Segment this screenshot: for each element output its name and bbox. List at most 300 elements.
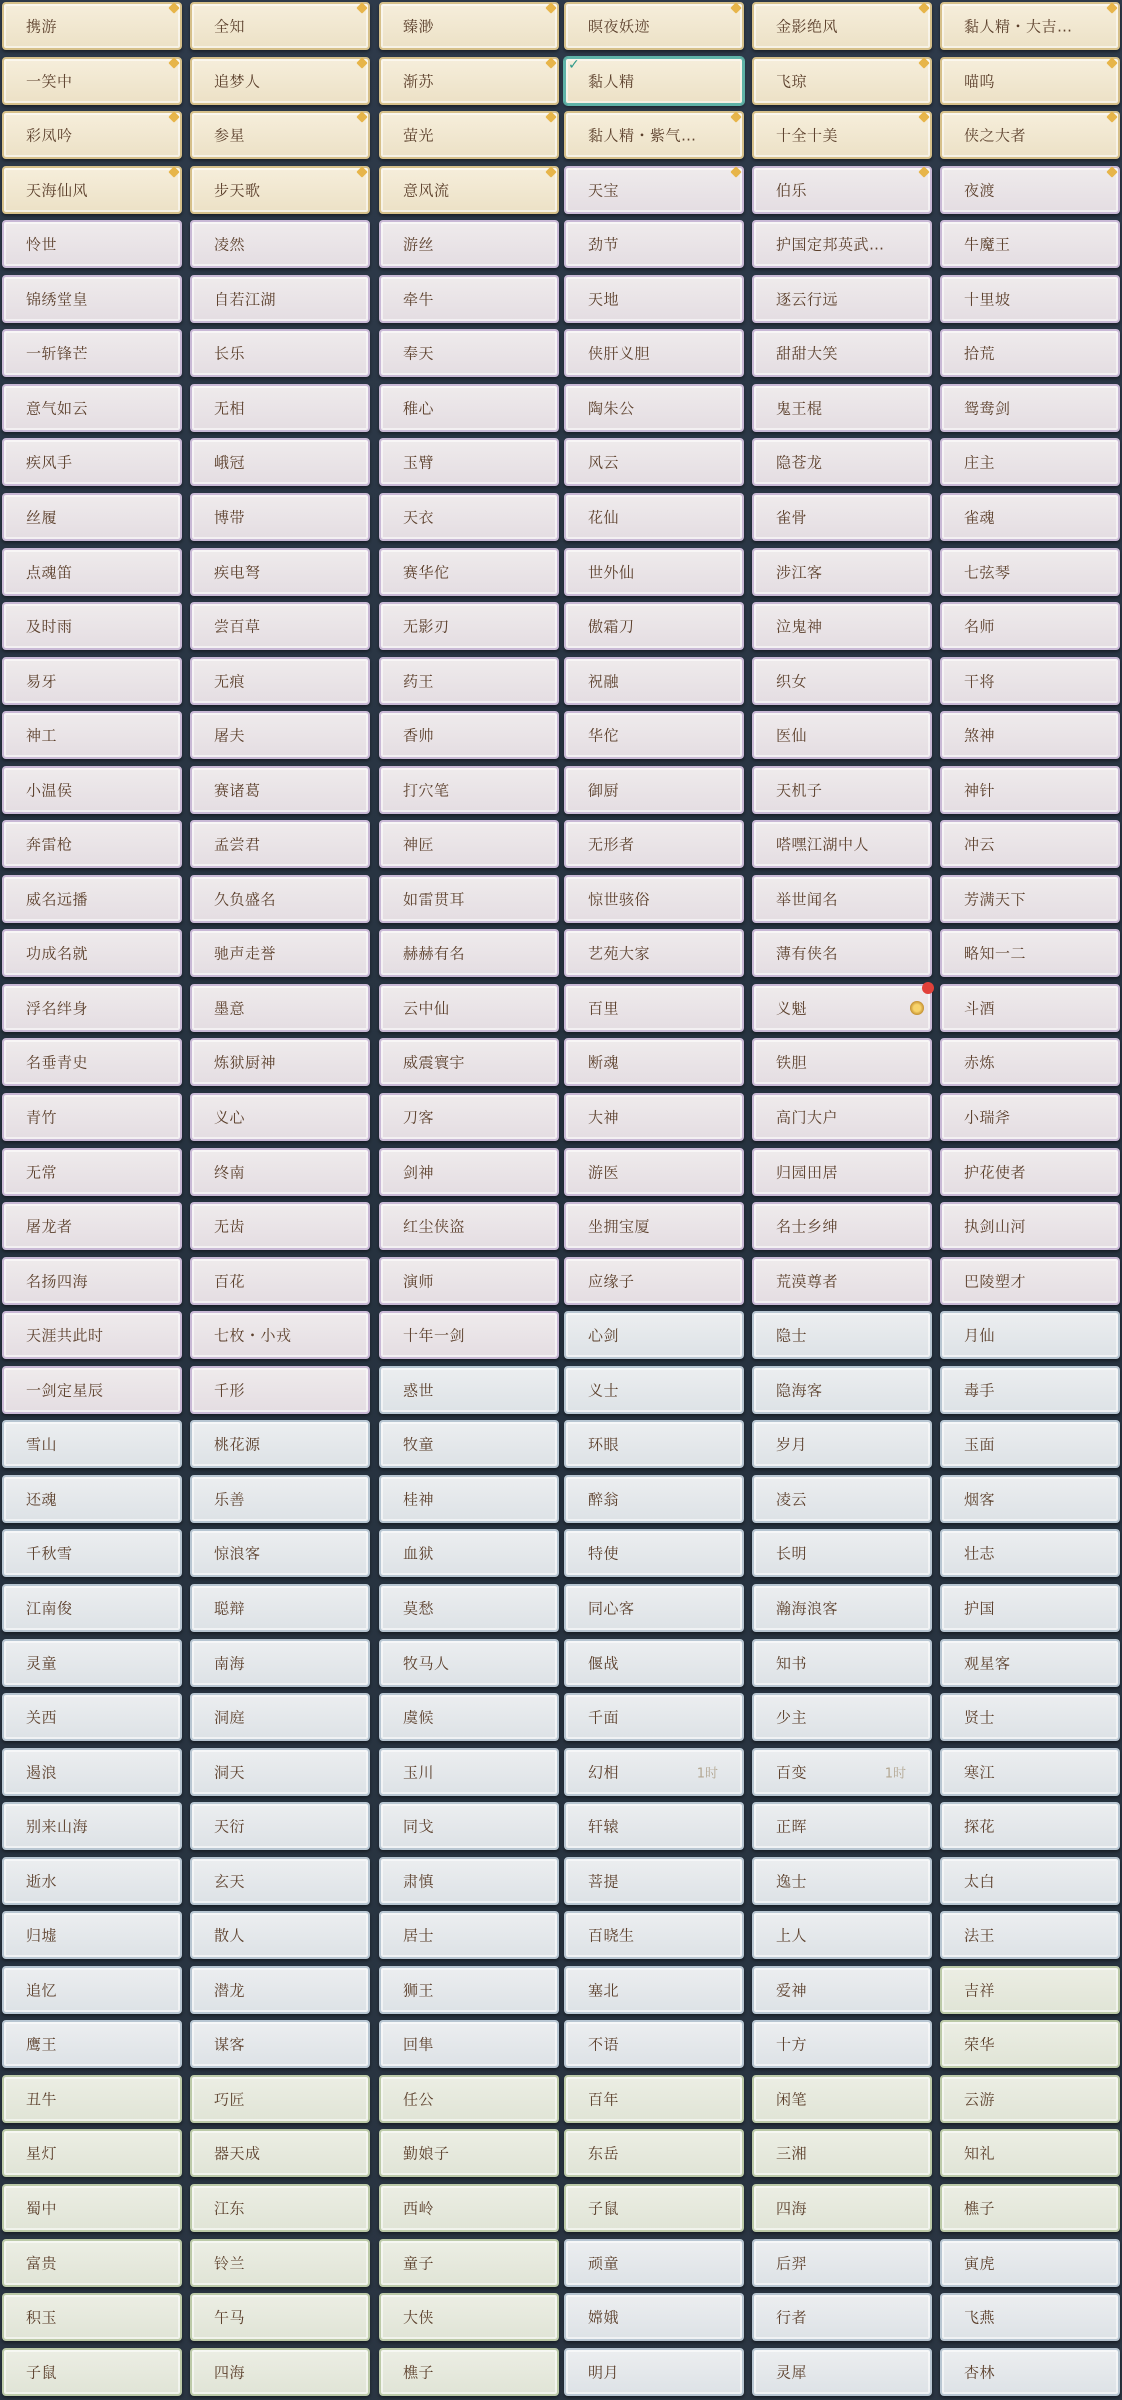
- title-label: 游丝: [403, 235, 435, 254]
- title-tile[interactable]: [190, 548, 370, 596]
- title-tile[interactable]: [564, 1475, 744, 1523]
- title-tile[interactable]: [752, 1366, 932, 1414]
- title-tile[interactable]: [564, 220, 744, 268]
- new-badge-icon: [356, 2, 367, 13]
- title-tile[interactable]: [2, 766, 182, 814]
- title-tile[interactable]: [752, 329, 932, 377]
- title-tile[interactable]: [564, 820, 744, 868]
- title-tile[interactable]: [2, 2129, 182, 2177]
- title-tile[interactable]: [752, 602, 932, 650]
- title-tile[interactable]: [752, 929, 932, 977]
- title-tile[interactable]: [2, 1529, 182, 1577]
- title-tile[interactable]: [379, 1038, 559, 1086]
- title-tile[interactable]: [564, 2239, 744, 2287]
- title-tile[interactable]: [379, 57, 559, 105]
- title-tile[interactable]: [752, 1420, 932, 1468]
- title-tile[interactable]: [190, 1257, 370, 1305]
- title-tile[interactable]: [752, 493, 932, 541]
- title-tile[interactable]: [564, 2020, 744, 2068]
- title-tile[interactable]: [2, 820, 182, 868]
- title-tile[interactable]: [752, 1802, 932, 1850]
- title-tile[interactable]: [190, 329, 370, 377]
- title-tile[interactable]: [379, 820, 559, 868]
- title-label: 追忆: [26, 1981, 58, 2000]
- title-tile[interactable]: [379, 1420, 559, 1468]
- title-tile[interactable]: [564, 1693, 744, 1741]
- title-tile[interactable]: [940, 1693, 1120, 1741]
- title-tile[interactable]: [190, 2075, 370, 2123]
- title-tile[interactable]: [379, 2239, 559, 2287]
- title-tile[interactable]: [190, 875, 370, 923]
- title-tile[interactable]: [752, 2184, 932, 2232]
- title-tile[interactable]: [564, 1639, 744, 1687]
- title-tile[interactable]: [940, 1639, 1120, 1687]
- title-tile[interactable]: [190, 166, 370, 214]
- title-tile[interactable]: [2, 1802, 182, 1850]
- title-label: 三湘: [776, 2144, 808, 2163]
- title-tile[interactable]: [2, 1202, 182, 1250]
- title-tile[interactable]: [564, 111, 744, 159]
- title-tile[interactable]: [190, 2348, 370, 2396]
- title-tile[interactable]: [564, 711, 744, 759]
- title-tile[interactable]: [190, 602, 370, 650]
- title-tile[interactable]: [2, 2348, 182, 2396]
- title-tile[interactable]: [752, 2020, 932, 2068]
- title-tile[interactable]: [379, 166, 559, 214]
- title-tile[interactable]: [379, 1966, 559, 2014]
- title-tile[interactable]: [752, 1148, 932, 1196]
- title-label: 断魂: [588, 1053, 620, 1072]
- title-tile[interactable]: [379, 548, 559, 596]
- title-tile[interactable]: [564, 602, 744, 650]
- title-tile[interactable]: [940, 1529, 1120, 1577]
- title-tile[interactable]: [190, 438, 370, 486]
- title-tile[interactable]: [190, 2020, 370, 2068]
- title-label: 蜀中: [26, 2199, 58, 2218]
- title-tile[interactable]: [940, 1966, 1120, 2014]
- title-tile[interactable]: [564, 384, 744, 432]
- title-tile[interactable]: [752, 1639, 932, 1687]
- title-tile[interactable]: [190, 2239, 370, 2287]
- title-tile[interactable]: [2, 711, 182, 759]
- title-tile[interactable]: [379, 2020, 559, 2068]
- title-tile[interactable]: [190, 2, 370, 50]
- title-tile[interactable]: [190, 1802, 370, 1850]
- title-tile[interactable]: [2, 329, 182, 377]
- title-tile[interactable]: [752, 766, 932, 814]
- title-tile[interactable]: [2, 875, 182, 923]
- title-tile[interactable]: [752, 384, 932, 432]
- title-tile[interactable]: [2, 2020, 182, 2068]
- title-tile[interactable]: [564, 1966, 744, 2014]
- title-tile[interactable]: [379, 1584, 559, 1632]
- title-tile[interactable]: [2, 1748, 182, 1796]
- title-tile[interactable]: [940, 1802, 1120, 1850]
- title-label: 巧匠: [214, 2090, 246, 2109]
- title-tile[interactable]: [752, 2, 932, 50]
- title-tile[interactable]: [940, 929, 1120, 977]
- title-tile[interactable]: [752, 1693, 932, 1741]
- title-tile[interactable]: [379, 2348, 559, 2396]
- title-tile[interactable]: [2, 1693, 182, 1741]
- title-tile[interactable]: [752, 2129, 932, 2177]
- title-tile[interactable]: [564, 1802, 744, 1850]
- title-label: 百花: [214, 1272, 246, 1291]
- title-label: 玉川: [403, 1763, 435, 1782]
- title-tile[interactable]: [564, 2129, 744, 2177]
- title-label: 还魂: [26, 1490, 58, 1509]
- title-tile[interactable]: [564, 1366, 744, 1414]
- title-tile[interactable]: [564, 493, 744, 541]
- new-badge-icon: [1106, 166, 1117, 177]
- title-tile[interactable]: [752, 1038, 932, 1086]
- title-label: 铃兰: [214, 2254, 246, 2273]
- title-tile[interactable]: [752, 57, 932, 105]
- title-tile[interactable]: [564, 1257, 744, 1305]
- title-tile[interactable]: [190, 2293, 370, 2341]
- title-tile[interactable]: [379, 1148, 559, 1196]
- title-tile[interactable]: [379, 1093, 559, 1141]
- title-tile[interactable]: [190, 384, 370, 432]
- title-tile[interactable]: [564, 984, 744, 1032]
- title-label: 鹰王: [26, 2035, 58, 2054]
- title-tile[interactable]: [940, 820, 1120, 868]
- title-tile[interactable]: [379, 1475, 559, 1523]
- title-tile[interactable]: [379, 1311, 559, 1359]
- title-tile[interactable]: [940, 1857, 1120, 1905]
- title-tile[interactable]: [379, 329, 559, 377]
- title-tile[interactable]: [190, 1857, 370, 1905]
- title-tile[interactable]: [564, 1911, 744, 1959]
- title-tile[interactable]: [190, 111, 370, 159]
- title-tile[interactable]: [379, 766, 559, 814]
- title-tile[interactable]: [379, 929, 559, 977]
- timer-label: 1时: [696, 1766, 718, 1782]
- title-tile[interactable]: [940, 329, 1120, 377]
- title-tile[interactable]: [190, 1311, 370, 1359]
- title-label: 百年: [588, 2090, 620, 2109]
- title-tile[interactable]: [752, 166, 932, 214]
- title-tile[interactable]: [752, 2348, 932, 2396]
- title-tile[interactable]: [2, 438, 182, 486]
- title-tile[interactable]: [940, 2129, 1120, 2177]
- title-tile[interactable]: [379, 2184, 559, 2232]
- title-tile[interactable]: [190, 1420, 370, 1468]
- title-tile[interactable]: [564, 1093, 744, 1141]
- title-tile[interactable]: [2, 1966, 182, 2014]
- title-tile[interactable]: [752, 2293, 932, 2341]
- title-tile[interactable]: [190, 1475, 370, 1523]
- title-tile[interactable]: [190, 1148, 370, 1196]
- title-label: 刀客: [403, 1108, 435, 1127]
- title-tile[interactable]: [752, 220, 932, 268]
- title-tile[interactable]: [2, 602, 182, 650]
- title-tile[interactable]: [564, 929, 744, 977]
- title-tile[interactable]: [752, 1529, 932, 1577]
- title-label: 嗒嘿江湖中人: [776, 835, 870, 854]
- title-tile[interactable]: [379, 711, 559, 759]
- title-tile[interactable]: [2, 2, 182, 50]
- title-tile[interactable]: [2, 111, 182, 159]
- title-tile[interactable]: [940, 493, 1120, 541]
- title-tile[interactable]: [564, 1202, 744, 1250]
- title-tile[interactable]: [564, 2293, 744, 2341]
- title-tile[interactable]: [2, 1420, 182, 1468]
- title-tile[interactable]: [379, 875, 559, 923]
- title-tile[interactable]: [2, 1366, 182, 1414]
- title-label: 心剑: [588, 1326, 620, 1345]
- title-tile[interactable]: [2, 275, 182, 323]
- title-tile[interactable]: [379, 1748, 559, 1796]
- title-tile[interactable]: [940, 1748, 1120, 1796]
- title-tile[interactable]: [2, 1093, 182, 1141]
- title-tile[interactable]: [2, 929, 182, 977]
- title-tile[interactable]: [752, 548, 932, 596]
- title-tile[interactable]: [379, 657, 559, 705]
- title-tile[interactable]: [2, 1257, 182, 1305]
- title-tile[interactable]: [190, 1202, 370, 1250]
- title-tile[interactable]: [940, 1584, 1120, 1632]
- title-tile[interactable]: [940, 2184, 1120, 2232]
- title-tile[interactable]: [752, 1257, 932, 1305]
- title-tile[interactable]: [564, 275, 744, 323]
- title-label: 轩辕: [588, 1817, 620, 1836]
- title-tile[interactable]: [2, 166, 182, 214]
- title-tile[interactable]: [2, 1857, 182, 1905]
- title-tile[interactable]: [190, 275, 370, 323]
- title-tile[interactable]: [940, 1311, 1120, 1359]
- title-tile[interactable]: [752, 1966, 932, 2014]
- title-tile[interactable]: [379, 2293, 559, 2341]
- title-label: 无影刃: [403, 617, 450, 636]
- title-tile[interactable]: [752, 820, 932, 868]
- title-tile[interactable]: [564, 1529, 744, 1577]
- title-tile[interactable]: [940, 2293, 1120, 2341]
- title-tile[interactable]: [190, 1529, 370, 1577]
- title-tile[interactable]: [379, 1693, 559, 1741]
- title-tile[interactable]: [190, 1038, 370, 1086]
- title-tile[interactable]: [752, 1093, 932, 1141]
- title-tile[interactable]: [752, 875, 932, 923]
- title-tile[interactable]: [564, 57, 744, 105]
- title-tile[interactable]: [564, 766, 744, 814]
- title-tile[interactable]: [379, 220, 559, 268]
- title-tile[interactable]: [190, 820, 370, 868]
- title-tile[interactable]: [190, 711, 370, 759]
- title-tile[interactable]: [2, 384, 182, 432]
- title-tile[interactable]: [752, 275, 932, 323]
- title-tile[interactable]: [2, 220, 182, 268]
- title-tile[interactable]: [564, 1584, 744, 1632]
- title-tile[interactable]: [190, 1093, 370, 1141]
- title-tile[interactable]: [752, 657, 932, 705]
- title-tile[interactable]: [190, 1639, 370, 1687]
- title-tile[interactable]: [940, 657, 1120, 705]
- title-tile[interactable]: [564, 657, 744, 705]
- new-badge-icon: [356, 111, 367, 122]
- title-tile[interactable]: [379, 1802, 559, 1850]
- title-tile[interactable]: [379, 1857, 559, 1905]
- title-tile[interactable]: [940, 1202, 1120, 1250]
- title-tile[interactable]: [2, 2239, 182, 2287]
- new-badge-icon: [168, 2, 179, 13]
- title-tile[interactable]: [2, 2293, 182, 2341]
- title-tile[interactable]: [190, 57, 370, 105]
- title-tile[interactable]: [940, 384, 1120, 432]
- title-tile[interactable]: [564, 438, 744, 486]
- title-tile[interactable]: [379, 275, 559, 323]
- title-tile[interactable]: [379, 384, 559, 432]
- title-tile[interactable]: [564, 2075, 744, 2123]
- title-tile[interactable]: [2, 2075, 182, 2123]
- title-tile[interactable]: [379, 493, 559, 541]
- title-tile[interactable]: [940, 2239, 1120, 2287]
- title-tile[interactable]: [752, 1857, 932, 1905]
- title-label: 渐苏: [403, 72, 435, 91]
- title-tile[interactable]: [752, 1311, 932, 1359]
- title-tile[interactable]: [940, 2, 1120, 50]
- title-tile[interactable]: [752, 1911, 932, 1959]
- title-tile[interactable]: [564, 2, 744, 50]
- title-tile[interactable]: [379, 1639, 559, 1687]
- title-tile[interactable]: [752, 2075, 932, 2123]
- title-tile[interactable]: [940, 1420, 1120, 1468]
- title-label: 涉江客: [776, 563, 823, 581]
- new-badge-icon: [918, 2, 929, 13]
- title-label: 孟尝君: [214, 835, 261, 854]
- title-label: 泣鬼神: [776, 617, 823, 636]
- title-tile[interactable]: [940, 2020, 1120, 2068]
- title-tile[interactable]: [564, 1038, 744, 1086]
- title-tile[interactable]: [564, 875, 744, 923]
- title-tile[interactable]: [190, 2184, 370, 2232]
- title-label: 略知一二: [964, 944, 1027, 963]
- title-tile[interactable]: [940, 275, 1120, 323]
- title-tile[interactable]: [940, 220, 1120, 268]
- title-label: 少主: [776, 1708, 808, 1727]
- title-tile[interactable]: [2, 1311, 182, 1359]
- title-tile[interactable]: [2, 493, 182, 541]
- title-tile[interactable]: [2, 548, 182, 596]
- title-tile[interactable]: [564, 1311, 744, 1359]
- title-tile[interactable]: [564, 1148, 744, 1196]
- title-tile[interactable]: [940, 548, 1120, 596]
- title-tile[interactable]: [379, 1257, 559, 1305]
- title-tile[interactable]: [190, 929, 370, 977]
- title-tile[interactable]: [940, 875, 1120, 923]
- title-tile[interactable]: [940, 766, 1120, 814]
- title-tile[interactable]: [379, 1529, 559, 1577]
- title-tile[interactable]: [940, 166, 1120, 214]
- title-tile[interactable]: [379, 2129, 559, 2177]
- title-tile[interactable]: [564, 2184, 744, 2232]
- title-tile[interactable]: [190, 1966, 370, 2014]
- title-tile[interactable]: [940, 1911, 1120, 1959]
- title-tile[interactable]: [940, 2348, 1120, 2396]
- title-tile[interactable]: [752, 984, 932, 1032]
- title-tile[interactable]: [190, 1911, 370, 1959]
- title-tile[interactable]: [2, 1911, 182, 1959]
- title-tile[interactable]: [190, 1584, 370, 1632]
- title-tile[interactable]: [2, 1639, 182, 1687]
- title-tile[interactable]: [2, 2184, 182, 2232]
- title-tile[interactable]: [752, 1475, 932, 1523]
- title-tile[interactable]: [752, 1748, 932, 1796]
- title-tile[interactable]: [190, 1366, 370, 1414]
- title-tile[interactable]: [564, 329, 744, 377]
- title-tile[interactable]: [190, 1693, 370, 1741]
- title-tile[interactable]: [752, 1584, 932, 1632]
- title-label: 寅虎: [964, 2254, 996, 2273]
- title-tile[interactable]: [190, 657, 370, 705]
- title-tile[interactable]: [190, 493, 370, 541]
- title-tile[interactable]: [940, 1093, 1120, 1141]
- title-tile[interactable]: [379, 111, 559, 159]
- title-tile[interactable]: [564, 166, 744, 214]
- title-tile[interactable]: [752, 438, 932, 486]
- title-tile[interactable]: [940, 1475, 1120, 1523]
- title-tile[interactable]: [940, 602, 1120, 650]
- title-label: 顽童: [588, 2254, 620, 2273]
- title-tile[interactable]: [752, 2239, 932, 2287]
- title-tile[interactable]: [940, 438, 1120, 486]
- title-tile[interactable]: [379, 602, 559, 650]
- title-tile[interactable]: [564, 1857, 744, 1905]
- title-tile[interactable]: [2, 1038, 182, 1086]
- title-tile[interactable]: [940, 111, 1120, 159]
- title-tile[interactable]: [564, 1748, 744, 1796]
- title-tile[interactable]: [2, 657, 182, 705]
- title-tile[interactable]: [940, 1038, 1120, 1086]
- title-tile[interactable]: [2, 984, 182, 1032]
- title-tile[interactable]: [940, 2075, 1120, 2123]
- title-tile[interactable]: [752, 1202, 932, 1250]
- title-tile[interactable]: [940, 984, 1120, 1032]
- title-tile[interactable]: [940, 711, 1120, 759]
- title-tile[interactable]: [379, 2075, 559, 2123]
- title-tile[interactable]: [564, 548, 744, 596]
- title-tile[interactable]: [2, 1148, 182, 1196]
- title-tile[interactable]: [190, 766, 370, 814]
- title-tile[interactable]: [379, 438, 559, 486]
- title-tile[interactable]: [2, 57, 182, 105]
- title-tile[interactable]: [2, 1584, 182, 1632]
- title-tile[interactable]: [190, 984, 370, 1032]
- title-tile[interactable]: [2, 1475, 182, 1523]
- title-label: 屠夫: [214, 726, 246, 745]
- title-tile[interactable]: [379, 2, 559, 50]
- title-tile[interactable]: [379, 1911, 559, 1959]
- title-tile[interactable]: [379, 1366, 559, 1414]
- title-tile[interactable]: [379, 984, 559, 1032]
- title-tile[interactable]: [940, 1257, 1120, 1305]
- title-tile[interactable]: [940, 1366, 1120, 1414]
- title-label: 侠肝义胆: [588, 344, 651, 363]
- title-tile[interactable]: [190, 1748, 370, 1796]
- title-tile[interactable]: [940, 57, 1120, 105]
- title-tile[interactable]: [564, 2348, 744, 2396]
- title-tile[interactable]: [379, 1202, 559, 1250]
- title-label: 坐拥宝厦: [588, 1217, 651, 1236]
- title-label: 疾风手: [26, 453, 73, 472]
- title-tile[interactable]: [940, 1148, 1120, 1196]
- title-tile[interactable]: [752, 711, 932, 759]
- title-tile[interactable]: [752, 111, 932, 159]
- title-tile[interactable]: [564, 1420, 744, 1468]
- new-badge-icon: [356, 166, 367, 177]
- title-tile[interactable]: [190, 220, 370, 268]
- title-tile[interactable]: [190, 2129, 370, 2177]
